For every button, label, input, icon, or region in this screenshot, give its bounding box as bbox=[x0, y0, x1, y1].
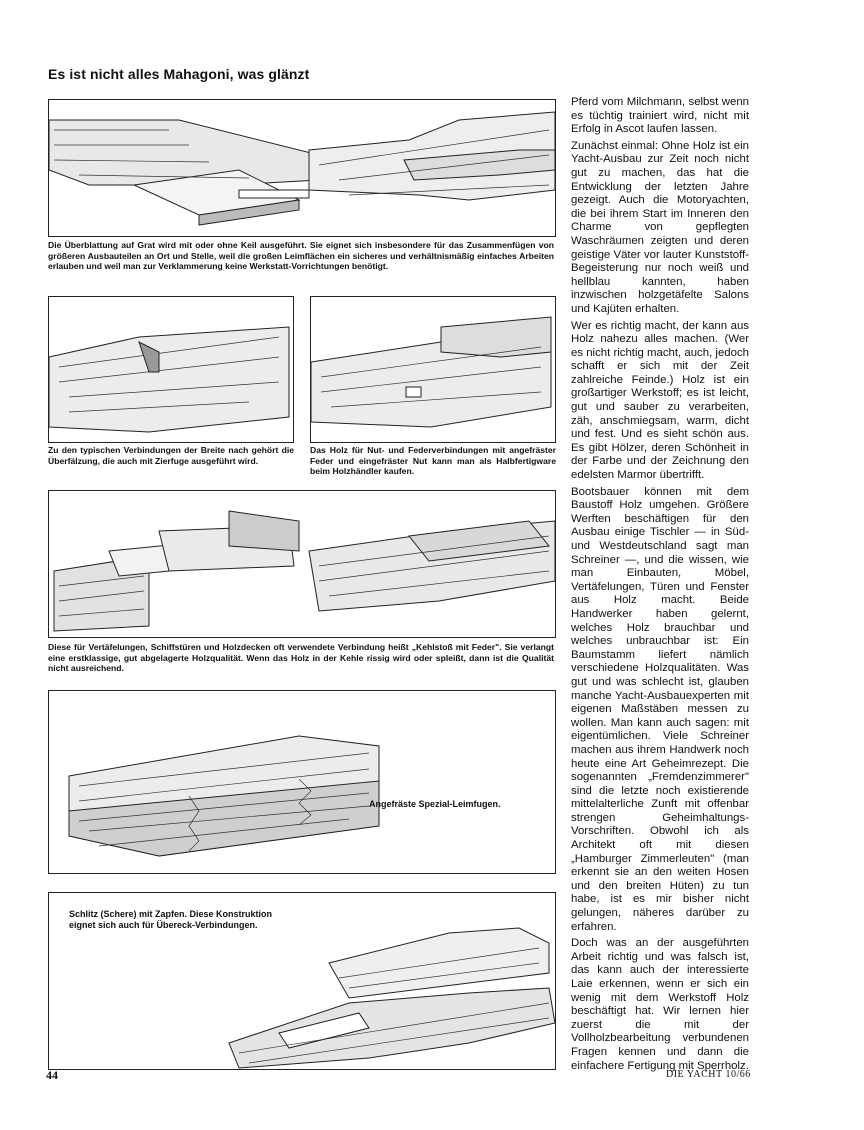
article-body bbox=[571, 96, 749, 1076]
figure-rebate-joint bbox=[48, 296, 294, 443]
article-paragraph: Zunächst einmal: Ohne Holz ist ein Yacht-Ausbau zur Zeit noch nicht gut zu machen, das hat die Entwicklung der letzten Jahre gezeigt. Auch die Motoryachten, die bei ihrem Start im Inneren den Charme von gepflegten Waschräumen zeigten und deren geistige Väter vor lauter Kunststoff-Begeisterung nur noch weiß und hellblau kannten, haben inzwischen holzgetäfelte Salons und Kajüten erhalten. bbox=[571, 139, 749, 315]
figure-caption: Schlitz (Schere) mit Zapfen. Diese Konstruktion eignet sich auch für Übereck-Verbindungen. bbox=[69, 909, 273, 930]
article-title: Es ist nicht alles Mahagoni, was glänzt bbox=[48, 66, 310, 82]
illustration-rebate-joint bbox=[49, 297, 293, 442]
page-number: 44 bbox=[46, 1068, 58, 1082]
article-paragraph: Doch was an der ausgeführten Arbeit richtig und was falsch ist, das kann auch der interessierte Laie erkennen, wenn er sich ein wenig mit dem Werkstoff Holz beschäftigt hat. Wir lernen hier zuerst die mit der Vollholzbearbeitung verbundenen Fragen kennen und dann die einfachere Fertigung mit Sperrholz. bbox=[571, 937, 749, 1072]
figure-grat-overlap bbox=[48, 99, 556, 237]
illustration-glue-joints bbox=[49, 691, 555, 873]
figure-tongue-groove bbox=[310, 296, 556, 443]
article-paragraph: Bootsbauer können mit dem Baustoff Holz umgehen. Größere Werften beschäftigen für den Ausbau einige Tischler — in Süd- und Westdeutschland sagt man Schreiner —, und die wissen, wie man Einbauten, Möbel, Vertäfelungen, Türen und Fenster aus Holz macht. Beide Handwerker haben gelernt, welches Holz brauchbar und welches unbrauchbar ist: Ein Baumstamm liefert nämlich verschiedene Holzqualitäten. Was gut und was schlecht ist, glauben manche Yacht-Ausbauexperten mit eigenen Maßstäben messen zu wollen. Man kann auch sagen: mit eigentümlichen. Viele Schreiner machen aus ihrem Handwerk noch heute eine Art Geheimrezept. Die sogenannten „Fremdenzimmerer" sind die letzte noch existierende mittelalterliche Zunft mit offenbar strengen Geheimhaltungs-Vorschriften. Obwohl ich als Architekt oft mit diesen „Hamburger Zimmerleuten" (man erkennt sie an den weiten Hosen und den breiten Hüten) zu tun habe, ist es mir bisher nicht gelungen, näheres darüber zu erfahren. bbox=[571, 485, 749, 933]
illustration-grat-joint bbox=[49, 100, 555, 236]
article-paragraph: Pferd vom Milchmann, selbst wenn es tüchtig trainiert wird, nicht mit Erfolg in Ascot laufen lassen. bbox=[571, 96, 749, 136]
article-paragraph: Wer es richtig macht, der kann aus Holz nahezu alles machen. (Wer es nicht richtig macht, auch, jedoch schafft er sich mit der Zeit zahlreiche Feinde.) Holz ist ein großartiger Werkstoff; es ist leicht, gut und sauber zu verarbeiten, zäh, anschmiegsam, warm, dicht und fest. Und es sieht schön aus. Es gibt Hölzer, deren Schönheit in der Farbe und der Zeichnung den edelsten Marmor übertrifft. bbox=[571, 319, 749, 482]
illustration-kehlstoss bbox=[49, 491, 555, 637]
illustration-tongue-groove bbox=[311, 297, 555, 442]
figure-mortise-tenon bbox=[48, 892, 556, 1070]
figure-glue-joints bbox=[48, 690, 556, 874]
figure-kehlstoss bbox=[48, 490, 556, 638]
figure-caption: Zu den typischen Verbindungen der Breite nach gehört die Überfälzung, die auch mit Zierfuge ausgeführt wird. bbox=[48, 445, 294, 466]
figure-caption: Angefräste Spezial-Leimfugen. bbox=[369, 799, 501, 809]
publication-footer: DIE YACHT 10/66 bbox=[666, 1069, 751, 1080]
figure-caption: Die Überblattung auf Grat wird mit oder ohne Keil ausgeführt. Sie eignet sich insbesondere für das Zusammenfügen von größeren Ausbauteilen an Ort und Stelle, weil die großen Leimflächen ein sicheres und verhältnismäßig einfaches Arbeiten erlauben und weil man zur Verklammerung keine Werkstatt-Vorrichtungen benötigt. bbox=[48, 240, 554, 272]
figure-caption: Das Holz für Nut- und Federverbindungen mit angefräster Feder und eingefräster Nut kann man als Halbfertigware beim Holzhändler kaufen. bbox=[310, 445, 556, 477]
figure-caption: Diese für Vertäfelungen, Schiffstüren und Holzdecken oft verwendete Verbindung heißt „Kehlstoß mit Feder". Sie verlangt eine erstklassige, gut abgelagerte Holzqualität. Wenn das Holz in der Kehle rissig wird oder spleißt, dann ist die Qualität nicht ausreichend. bbox=[48, 642, 554, 674]
